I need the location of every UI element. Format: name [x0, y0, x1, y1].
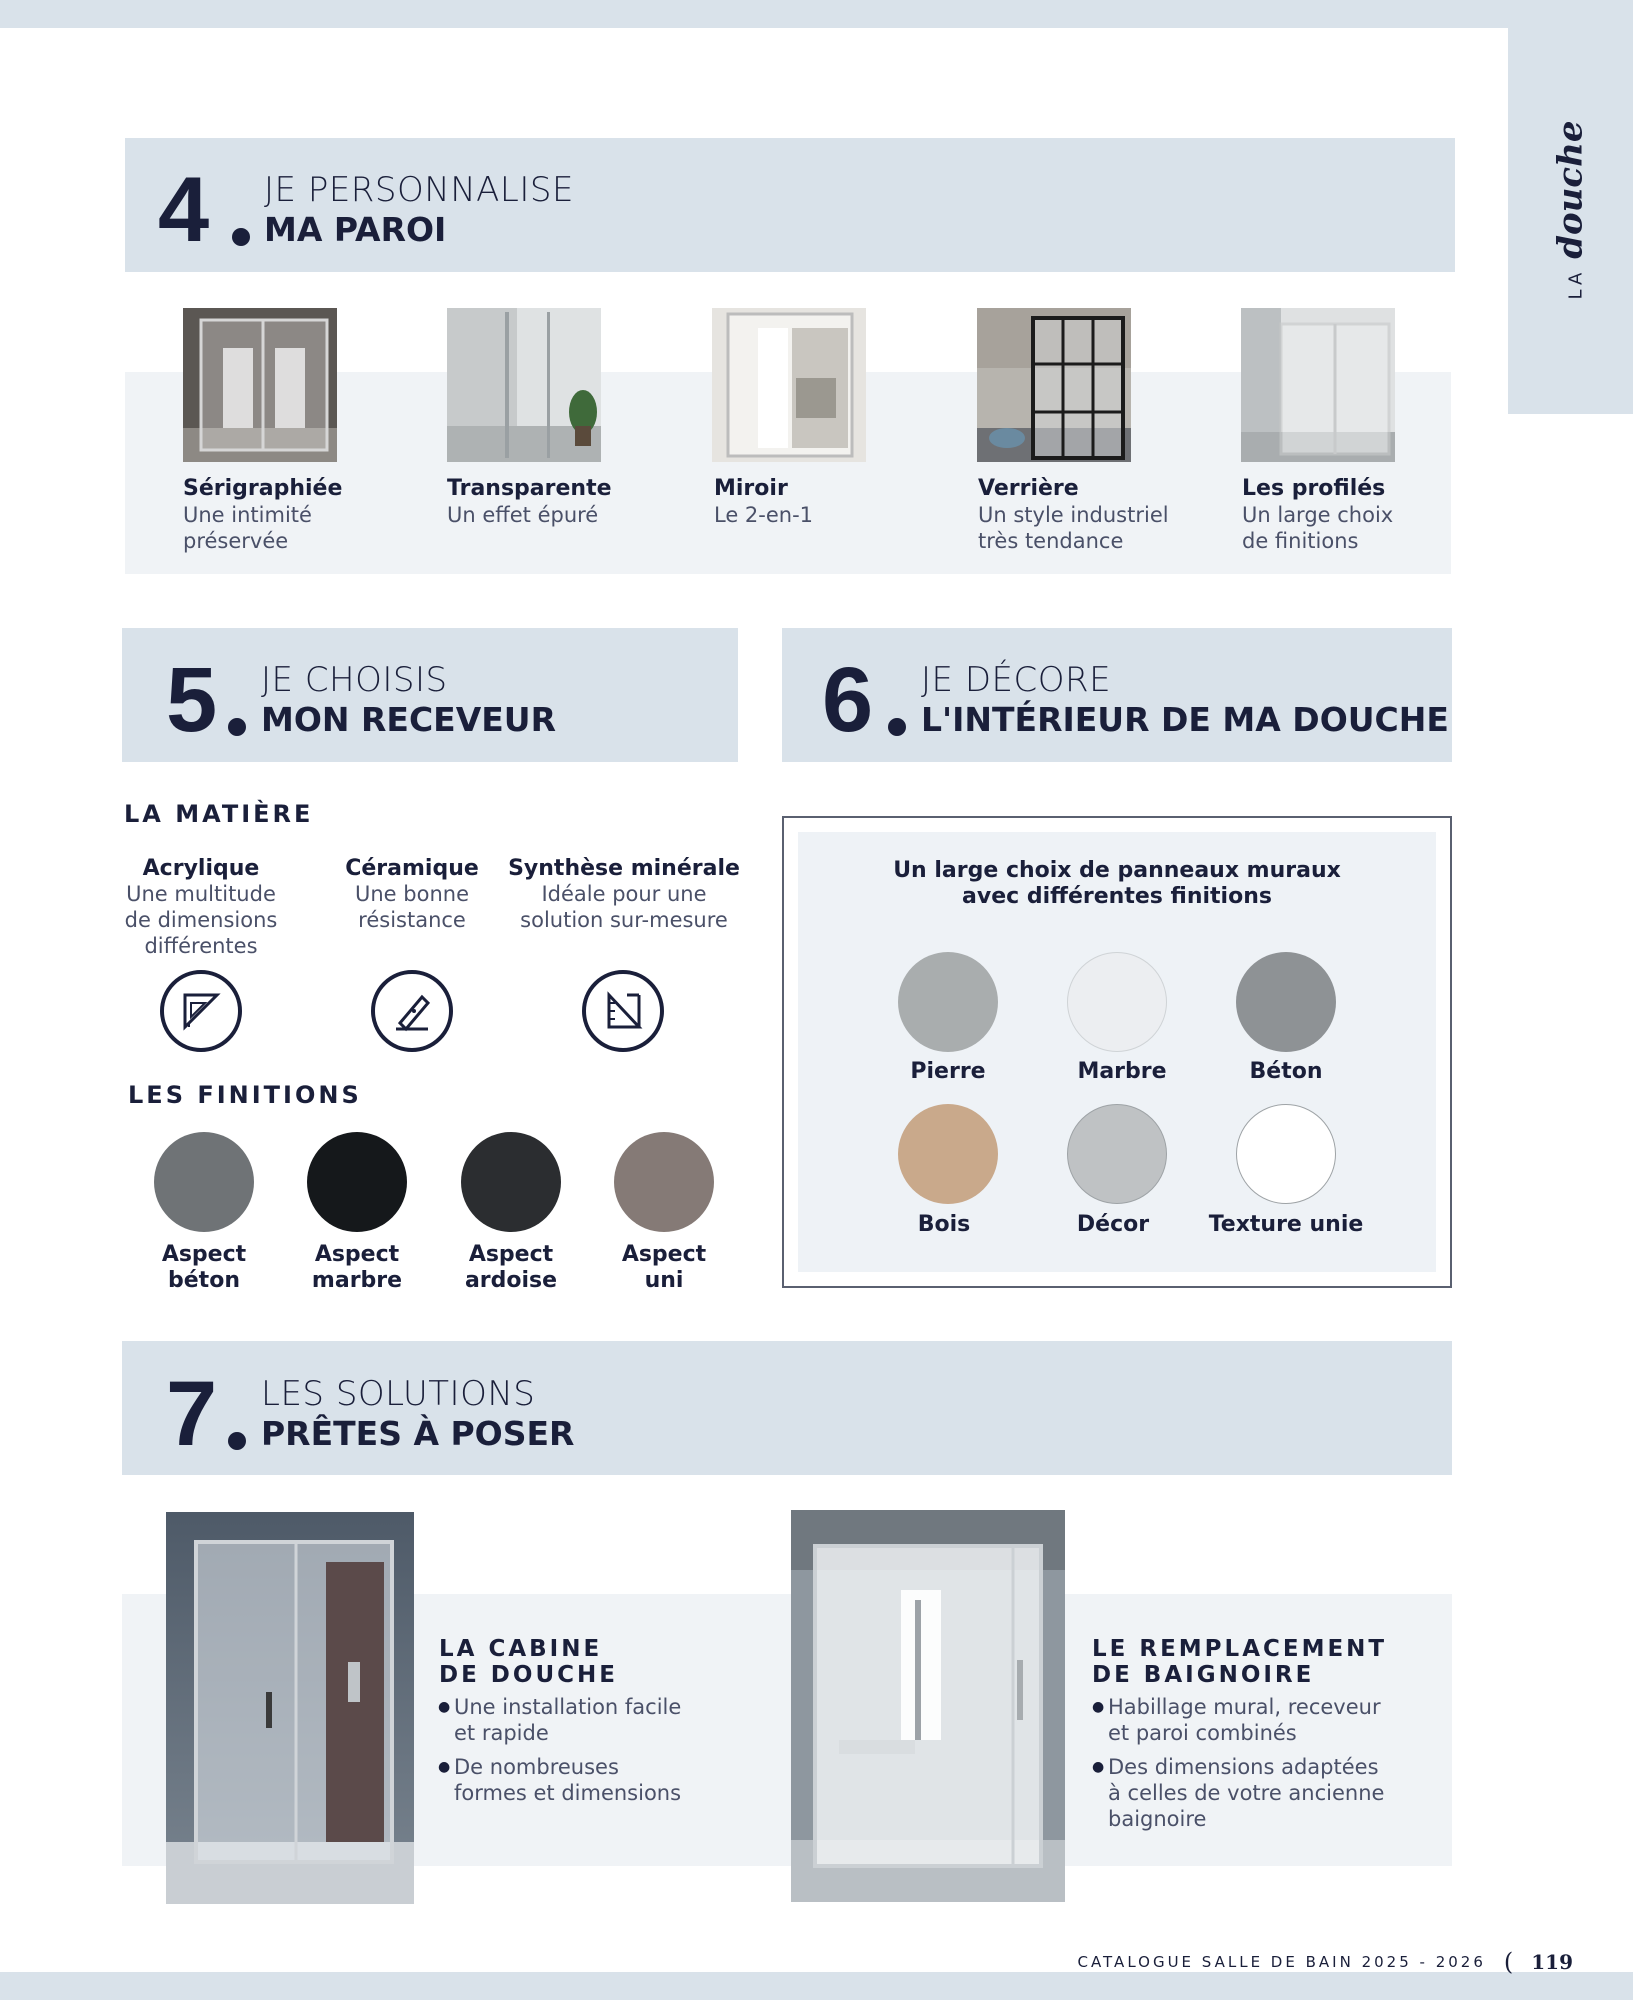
paroi-miroir-photo	[712, 308, 866, 462]
step6-title-line2: L'INTÉRIEUR DE MA DOUCHE	[921, 700, 1449, 739]
baignoire-bullet: ● Des dimensions adaptées à celles de votre ancienne baignoire	[1092, 1754, 1384, 1832]
pencil-icon	[371, 970, 453, 1052]
material-ceramique	[312, 856, 512, 933]
panel-label: Bois	[917, 1212, 971, 1237]
material-synthese-minerale	[498, 856, 750, 933]
cabine-title: LA CABINE DE DOUCHE	[439, 1636, 618, 1688]
panels-title: Un large choix de panneaux muraux avec différentes finitions	[893, 858, 1341, 909]
finitions-heading: LES FINITIONS	[128, 1081, 362, 1109]
matiere-heading: LA MATIÈRE	[124, 800, 314, 828]
paroi-verriere-photo	[977, 308, 1131, 462]
footer-catalogue: CATALOGUE SALLE DE BAIN 2025 - 2026	[1077, 1953, 1486, 1971]
panel-swatch	[898, 952, 998, 1052]
finish-label: Aspect uni	[621, 1242, 707, 1293]
paroi-item-5-title: Les profilés	[1242, 476, 1386, 501]
step4-number: 4	[158, 159, 206, 261]
paroi-item-2-desc: Un effet épuré	[447, 503, 599, 527]
material-acrylique	[100, 856, 302, 959]
section-label	[1540, 120, 1600, 300]
step6-dot	[888, 718, 906, 736]
finish-label: Aspect marbre	[311, 1242, 403, 1293]
material-desc: Une multitude de dimensions différentes	[124, 882, 278, 958]
material-desc: Une bonne résistance	[355, 882, 469, 932]
step7-title-line1: LES SOLUTIONS	[261, 1374, 536, 1414]
footer-paren: (	[1503, 1948, 1514, 1976]
finish-swatch	[614, 1132, 714, 1232]
step4-title-line2: MA PAROI	[264, 210, 447, 249]
paroi-item-3-title: Miroir	[714, 476, 788, 501]
panel-swatch	[898, 1104, 998, 1204]
step6-header	[782, 628, 1452, 762]
panel-swatch	[1067, 1104, 1167, 1204]
material-title: Acrylique	[142, 856, 260, 881]
material-title: Céramique	[345, 856, 479, 881]
step5-dot	[228, 718, 246, 736]
section-label-word: douche	[1550, 120, 1590, 259]
set-square-icon	[160, 970, 242, 1052]
paroi-item-4-title: Verrière	[978, 476, 1079, 501]
paroi-transparente-photo	[447, 308, 601, 462]
panel-label: Texture unie	[1208, 1212, 1364, 1237]
cabine-douche-photo	[166, 1512, 414, 1904]
material-desc: Idéale pour une solution sur-mesure	[520, 882, 728, 932]
step7-number: 7	[166, 1363, 214, 1465]
page-number: 119	[1531, 1950, 1573, 1974]
step6-number: 6	[822, 649, 870, 751]
step7-title-line2: PRÊTES À POSER	[261, 1414, 575, 1453]
ruler-icon	[582, 970, 664, 1052]
panel-label: Béton	[1249, 1059, 1323, 1084]
finish-swatch	[307, 1132, 407, 1232]
paroi-item-1-desc: Une intimité préservée	[183, 503, 312, 553]
step5-number: 5	[166, 649, 214, 751]
paroi-item-1-title: Sérigraphiée	[183, 476, 343, 501]
panel-swatch	[1067, 952, 1167, 1052]
step7-dot	[228, 1432, 246, 1450]
panel-label: Marbre	[1077, 1059, 1167, 1084]
paroi-profiles-photo	[1241, 308, 1395, 462]
finish-swatch	[154, 1132, 254, 1232]
baignoire-bullet: ● Habillage mural, receveur et paroi combinés	[1092, 1694, 1381, 1746]
panel-swatch	[1236, 952, 1336, 1052]
panel-swatch	[1236, 1104, 1336, 1204]
footer	[1077, 1948, 1573, 1976]
paroi-item-5-desc: Un large choix de finitions	[1242, 503, 1394, 553]
finish-swatch	[461, 1132, 561, 1232]
remplacement-baignoire-photo	[791, 1510, 1065, 1902]
finish-label: Aspect ardoise	[464, 1242, 558, 1293]
step4-title-line1: JE PERSONNALISE	[264, 170, 574, 210]
paroi-item-3-desc: Le 2-en-1	[714, 503, 814, 527]
cabine-bullet: ● Une installation facile et rapide	[438, 1694, 681, 1746]
material-title: Synthèse minérale	[508, 856, 740, 881]
step5-title-line2: MON RECEVEUR	[261, 700, 557, 739]
step5-title-line1: JE CHOISIS	[261, 660, 448, 700]
paroi-item-2-title: Transparente	[447, 476, 612, 501]
panel-label: Décor	[1076, 1212, 1150, 1237]
panel-label: Pierre	[910, 1059, 986, 1084]
step6-title-line1: JE DÉCORE	[921, 660, 1112, 700]
baignoire-title: LE REMPLACEMENT DE BAIGNOIRE	[1092, 1636, 1388, 1688]
cabine-bullet: ● De nombreuses formes et dimensions	[438, 1754, 681, 1806]
step4-dot	[232, 228, 250, 246]
section-label-prefix: LA	[1565, 268, 1586, 300]
finish-label: Aspect béton	[161, 1242, 247, 1293]
paroi-serigraphiee-photo	[183, 308, 337, 462]
paroi-item-4-desc: Un style industriel très tendance	[978, 503, 1169, 553]
